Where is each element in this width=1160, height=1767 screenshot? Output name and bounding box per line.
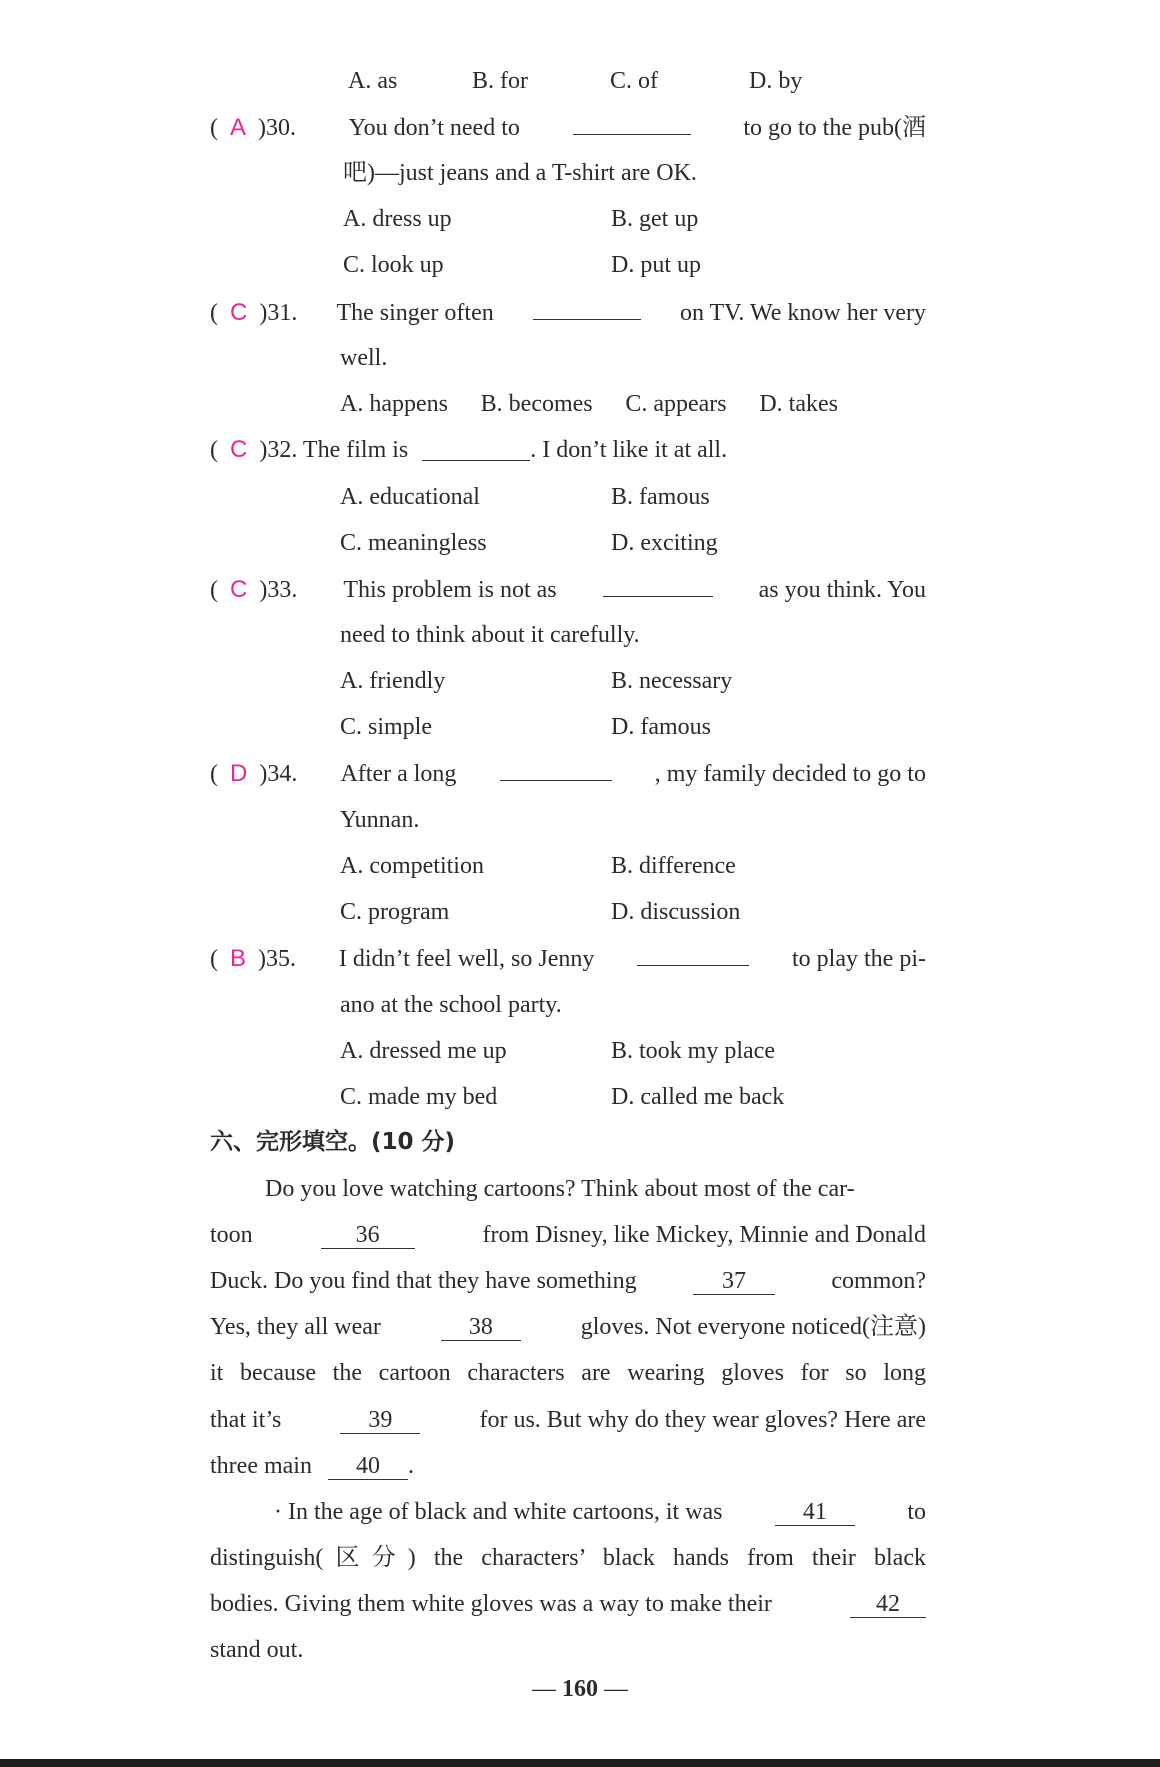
q34-number: )34. — [259, 761, 298, 787]
q33-text-b: as you think. You — [758, 577, 926, 603]
q35-answer: B — [230, 945, 247, 972]
cloze-line-8a: · In the age of black and white cartoons, it was — [274, 1499, 723, 1525]
q33-option-d: D. famous — [611, 714, 711, 740]
q30-stem: ( A )30. You don’t need to to go to the pub(酒 — [210, 114, 926, 141]
q31-option-d: D. takes — [759, 391, 838, 417]
cloze-line-1-text: Do you love watching cartoons? Think about most of the car- — [265, 1176, 855, 1202]
q33-text-a: This problem is not as — [343, 577, 557, 603]
q32-option-a: A. educational — [340, 484, 480, 510]
cloze-line-5 — [210, 1358, 926, 1388]
q35-option-b: B. took my place — [611, 1038, 775, 1064]
cloze-line-11: stand out. — [210, 1637, 304, 1663]
q34-option-c: C. program — [340, 899, 450, 925]
q35-option-c: C. made my bed — [340, 1084, 498, 1110]
blank-39: 39 — [340, 1407, 420, 1434]
cloze-line-1 — [265, 1174, 926, 1204]
blank-40: 40 — [328, 1453, 408, 1480]
q34-stem: ( D )34. After a long , my family decided to go to — [210, 760, 926, 787]
cloze-line-10 — [210, 1589, 926, 1619]
q30-number: )30. — [258, 115, 297, 141]
q33-answer: C — [230, 576, 248, 603]
cloze-line-9-text: distinguish(区分) the characters’ black hands from their black — [210, 1545, 926, 1571]
q31-line2: well. — [340, 345, 388, 371]
q32-text-a: The film is — [302, 437, 409, 463]
cloze-line-7a: three main — [210, 1453, 312, 1479]
cloze-line-2a: toon — [210, 1222, 253, 1248]
q34-blank — [500, 758, 612, 781]
q33-number: )33. — [259, 577, 298, 603]
q34-text-b: , my family decided to go to — [654, 761, 926, 787]
q30-text-a: You don’t need to — [348, 115, 520, 141]
q34-option-a: A. competition — [340, 853, 484, 879]
blank-41: 41 — [775, 1499, 855, 1526]
q35-text-a: I didn’t feel well, so Jenny — [338, 946, 595, 972]
cloze-line-8 — [274, 1497, 926, 1527]
cloze-line-8b: to — [907, 1499, 926, 1525]
q31-text-a: The singer often — [336, 300, 494, 326]
q32-option-b: B. famous — [611, 484, 710, 510]
blank-36: 36 — [321, 1222, 415, 1249]
q31-answer: C — [230, 299, 248, 326]
section-title: 六、完形填空。(10 分) — [210, 1129, 456, 1155]
q31-blank — [533, 297, 641, 320]
q29-option-b: B. for — [472, 68, 528, 94]
q35-blank — [637, 943, 749, 966]
q33-option-a: A. friendly — [340, 668, 446, 694]
q32-option-d: D. exciting — [611, 530, 718, 556]
cloze-line-3a: Duck. Do you find that they have something — [210, 1268, 637, 1294]
q31-number: )31. — [259, 300, 298, 326]
cloze-line-6b: for us. But why do they wear gloves? Here are — [479, 1407, 926, 1433]
q33-option-c: C. simple — [340, 714, 433, 740]
q32-number: )32. — [259, 437, 298, 463]
q30-line2: 吧)—just jeans and a T-shirt are OK. — [343, 160, 697, 186]
q32-text-b: . I don’t like it at all. — [530, 437, 728, 463]
blank-42: 42 — [850, 1591, 926, 1618]
q33-stem: ( C )33. This problem is not as as you think. You — [210, 576, 926, 603]
blank-38: 38 — [441, 1314, 521, 1341]
q34-option-b: B. difference — [611, 853, 736, 879]
q30-answer: A — [230, 114, 247, 141]
q30-option-c: C. look up — [343, 252, 444, 278]
q33-line2: need to think about it carefully. — [340, 622, 640, 648]
cloze-line-10a: bodies. Giving them white gloves was a way to make their — [210, 1591, 772, 1617]
q33-option-b: B. necessary — [611, 668, 733, 694]
q29-option-c: C. of — [610, 68, 658, 94]
q31-text-b: on TV. We know her very — [679, 300, 926, 326]
q30-text-b: to go to the pub(酒 — [743, 115, 926, 141]
q35-number: )35. — [258, 946, 297, 972]
cloze-line-2b: from Disney, like Mickey, Minnie and Donald — [482, 1222, 926, 1248]
q32-stem: ( C )32. The film is . I don’t like it at all. — [210, 436, 728, 463]
q35-line2: ano at the school party. — [340, 992, 562, 1018]
q34-option-d: D. discussion — [611, 899, 741, 925]
q31-option-c: C. appears — [625, 391, 727, 417]
q31-option-a: A. happens — [340, 391, 448, 417]
q32-blank — [422, 438, 530, 461]
q34-line2: Yunnan. — [340, 807, 420, 833]
q30-blank — [573, 112, 691, 135]
q31-options — [340, 389, 838, 419]
cloze-line-2 — [210, 1220, 926, 1250]
cloze-line-7 — [210, 1451, 414, 1481]
q35-option-a: A. dressed me up — [340, 1038, 507, 1064]
cloze-line-4 — [210, 1312, 926, 1342]
q32-answer: C — [230, 436, 248, 463]
q30-option-a: A. dress up — [343, 206, 452, 232]
page-number: — 160 — — [532, 1676, 628, 1702]
q35-option-d: D. called me back — [611, 1084, 785, 1110]
cloze-line-4a: Yes, they all wear — [210, 1314, 381, 1340]
q34-text-a: After a long — [340, 761, 457, 787]
q35-stem: ( B )35. I didn’t feel well, so Jenny to play the pi- — [210, 945, 926, 972]
cloze-line-9 — [210, 1543, 926, 1573]
page-number-value: 160 — [562, 1676, 598, 1702]
q35-text-b: to play the pi- — [792, 946, 926, 972]
q31-stem: ( C )31. The singer often on TV. We know her very — [210, 299, 926, 326]
q30-option-b: B. get up — [611, 206, 699, 232]
q29-option-a: A. as — [348, 68, 398, 94]
cloze-line-3 — [210, 1266, 926, 1296]
cloze-line-3b: common? — [831, 1268, 926, 1294]
q33-blank — [603, 574, 713, 597]
cloze-line-7b: . — [407, 1453, 414, 1479]
q29-option-d: D. by — [749, 68, 803, 94]
q32-option-c: C. meaningless — [340, 530, 487, 556]
cloze-line-6a: that it’s — [210, 1407, 282, 1433]
q31-option-b: B. becomes — [480, 391, 593, 417]
cloze-line-4b: gloves. Not everyone noticed(注意) — [580, 1314, 926, 1340]
cloze-line-6 — [210, 1405, 926, 1435]
q34-answer: D — [230, 760, 248, 787]
blank-37: 37 — [693, 1268, 775, 1295]
bottom-bar — [0, 1759, 1160, 1767]
q30-option-d: D. put up — [611, 252, 701, 278]
cloze-line-5-text: it because the cartoon characters are wearing gloves for so long — [210, 1360, 926, 1386]
